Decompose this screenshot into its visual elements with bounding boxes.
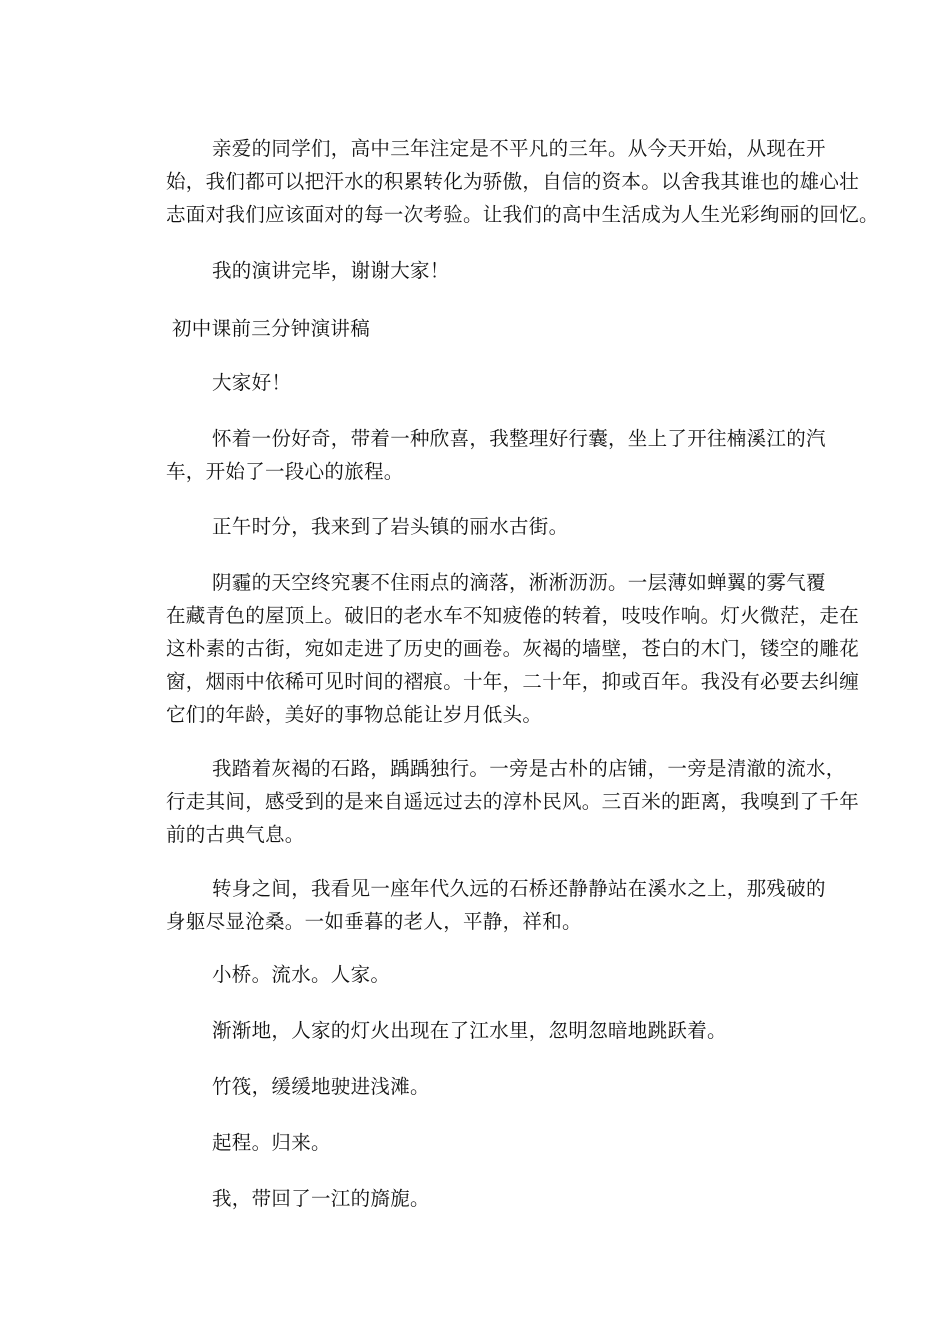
text-line: 阴霾的天空终究裹不住雨点的滴落，淅淅沥沥。一层薄如蝉翼的雾气覆 [212,571,826,594]
text-line: 身躯尽显沧桑。一如垂暮的老人，平静，祥和。 [166,910,582,933]
text-line: 它们的年龄，美好的事物总能让岁月低头。 [166,703,543,726]
text-line: 小桥。流水。人家。 [212,963,391,986]
paragraph-stone-road [166,752,860,851]
paragraph-closing-speech [166,132,879,231]
text-line: 在藏青色的屋顶上。破旧的老水车不知疲倦的转着，吱吱作响。灯火微茫，走在 [166,604,860,627]
paragraph-old-street [166,566,860,731]
text-line: 亲爱的同学们，高中三年注定是不平凡的三年。从今天开始，从现在开 [212,137,826,160]
text-line: 这朴素的古街，宛如走进了历史的画卷。灰褐的墙壁，苍白的木门，镂空的雕花 [166,637,860,660]
text-line: 我的演讲完毕，谢谢大家！ [212,259,450,282]
text-line: 大家好！ [212,371,292,394]
text-line: 起程。归来。 [212,1131,331,1154]
paragraph-journey [166,422,832,488]
text-line: 前的古典气息。 [166,823,305,846]
paragraph-greeting [166,366,832,399]
text-line: 始，我们都可以把汗水的积累转化为骄傲，自信的资本。以舍我其谁也的雄心壮 [166,170,860,193]
text-line: 我踏着灰褐的石路，踽踽独行。一旁是古朴的店铺，一旁是清澈的流水， [212,757,846,780]
text-line: 正午时分，我来到了岩头镇的丽水古街。 [212,515,569,538]
paragraph-short [166,1126,832,1159]
text-line: 渐渐地，人家的灯火出现在了江水里，忽明忽暗地跳跃着。 [212,1019,727,1042]
paragraph-short [166,958,832,991]
text-line: 怀着一份好奇，带着一种欣喜，我整理好行囊，坐上了开往楠溪江的汽 [212,427,826,450]
text-line: 转身之间，我看见一座年代久远的石桥还静静站在溪水之上，那残破的 [212,877,826,900]
paragraph-short [166,1182,832,1215]
paragraph-thanks [166,254,832,287]
paragraph-short [166,1014,832,1047]
text-line: 车，开始了一段心的旅程。 [166,460,404,483]
text-line: 志面对我们应该面对的每一次考验。让我们的高中生活成为人生光彩绚丽的回忆。 [166,203,879,226]
section-heading: 初中课前三分钟演讲稿 [172,317,371,340]
text-line: 我，带回了一江的旖旎。 [212,1187,430,1210]
paragraph-short [166,1070,832,1103]
paragraph-stone-bridge [166,872,832,938]
text-line: 窗，烟雨中依稀可见时间的褶痕。十年，二十年，抑或百年。我没有必要去纠缠 [166,670,860,693]
paragraph-noon [166,510,832,543]
text-line: 竹筏，缓缓地驶进浅滩。 [212,1075,430,1098]
text-line: 行走其间，感受到的是来自遥远过去的淳朴民风。三百米的距离，我嗅到了千年 [166,790,860,813]
